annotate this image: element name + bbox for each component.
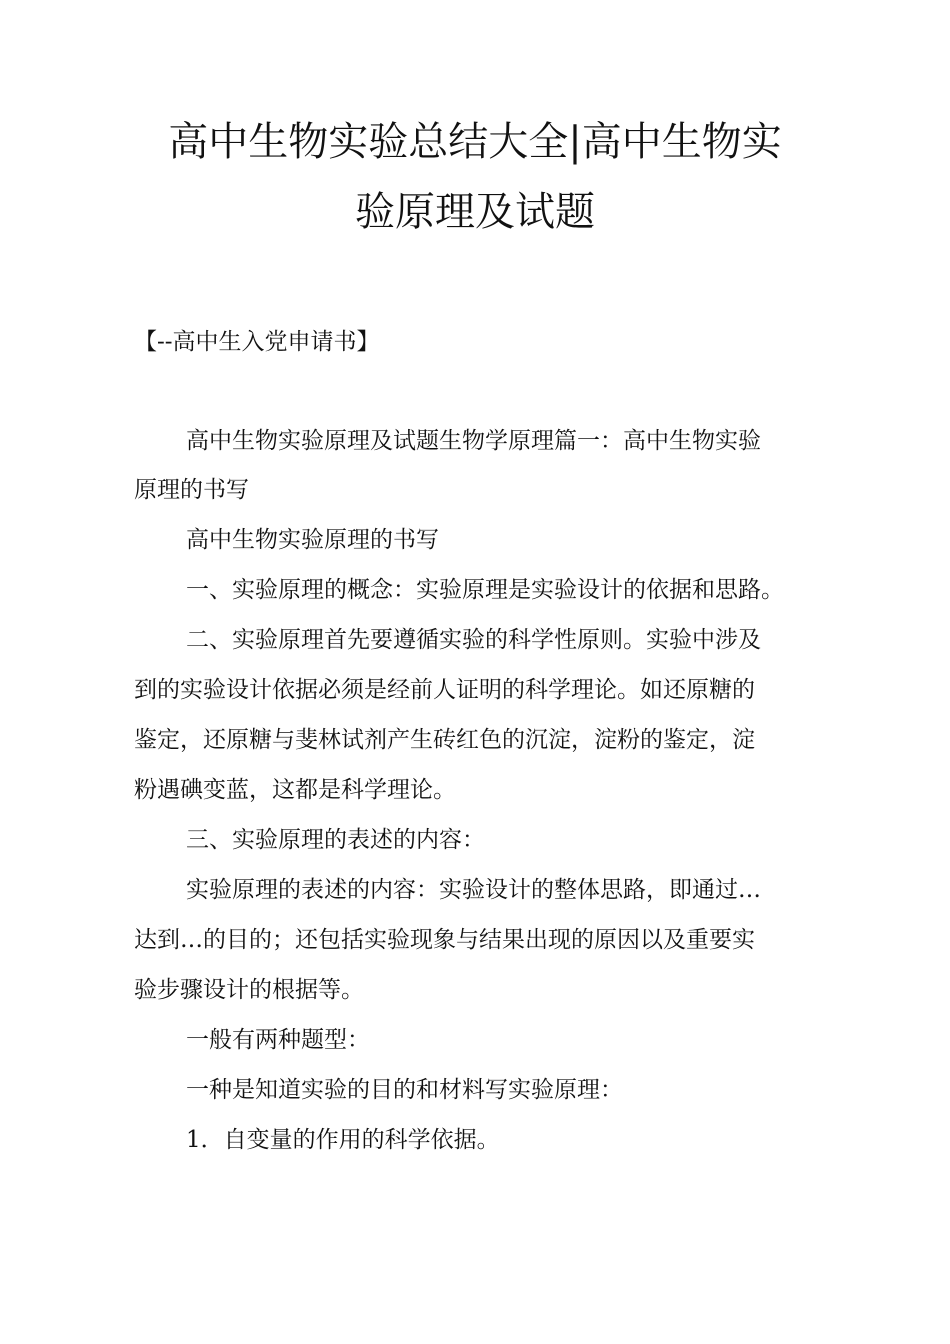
paragraph-line: 粉遇碘变蓝，这都是科学理论。: [134, 777, 456, 803]
paragraph-line: 验步骤设计的根据等。: [134, 977, 364, 1003]
paragraph-line: 一般有两种题型：: [186, 1027, 370, 1053]
paragraph-line: 到的实验设计依据必须是经前人证明的科学理论。如还原糖的: [134, 677, 755, 703]
paragraph-line: 三、实验原理的表述的内容：: [186, 827, 485, 853]
paragraph-line: 达到…的目的；还包括实验现象与结果出现的原因以及重要实: [134, 927, 755, 953]
paragraph-line: 一、实验原理的概念：实验原理是实验设计的依据和思路。: [186, 577, 784, 603]
paragraph-line: 二、实验原理首先要遵循实验的科学性原则。实验中涉及: [186, 627, 761, 653]
document-title-line-2: 验原理及试题: [355, 189, 595, 235]
paragraph-line: 高中生物实验原理及试题生物学原理篇一：高中生物实验: [186, 428, 761, 454]
category-tag: 【--高中生入党申请书】: [134, 329, 380, 355]
paragraph-line: 原理的书写: [134, 477, 249, 503]
paragraph-line: 一种是知道实验的目的和材料写实验原理：: [186, 1077, 623, 1103]
list-item: 1．自变量的作用的科学依据。: [186, 1127, 500, 1153]
paragraph-line: 实验原理的表述的内容：实验设计的整体思路，即通过…: [186, 877, 761, 903]
paragraph-line: 鉴定，还原糖与斐林试剂产生砖红色的沉淀，淀粉的鉴定，淀: [134, 727, 755, 753]
paragraph-line: 高中生物实验原理的书写: [186, 527, 439, 553]
document-title-line-1: 高中生物实验总结大全|高中生物实: [168, 119, 782, 165]
